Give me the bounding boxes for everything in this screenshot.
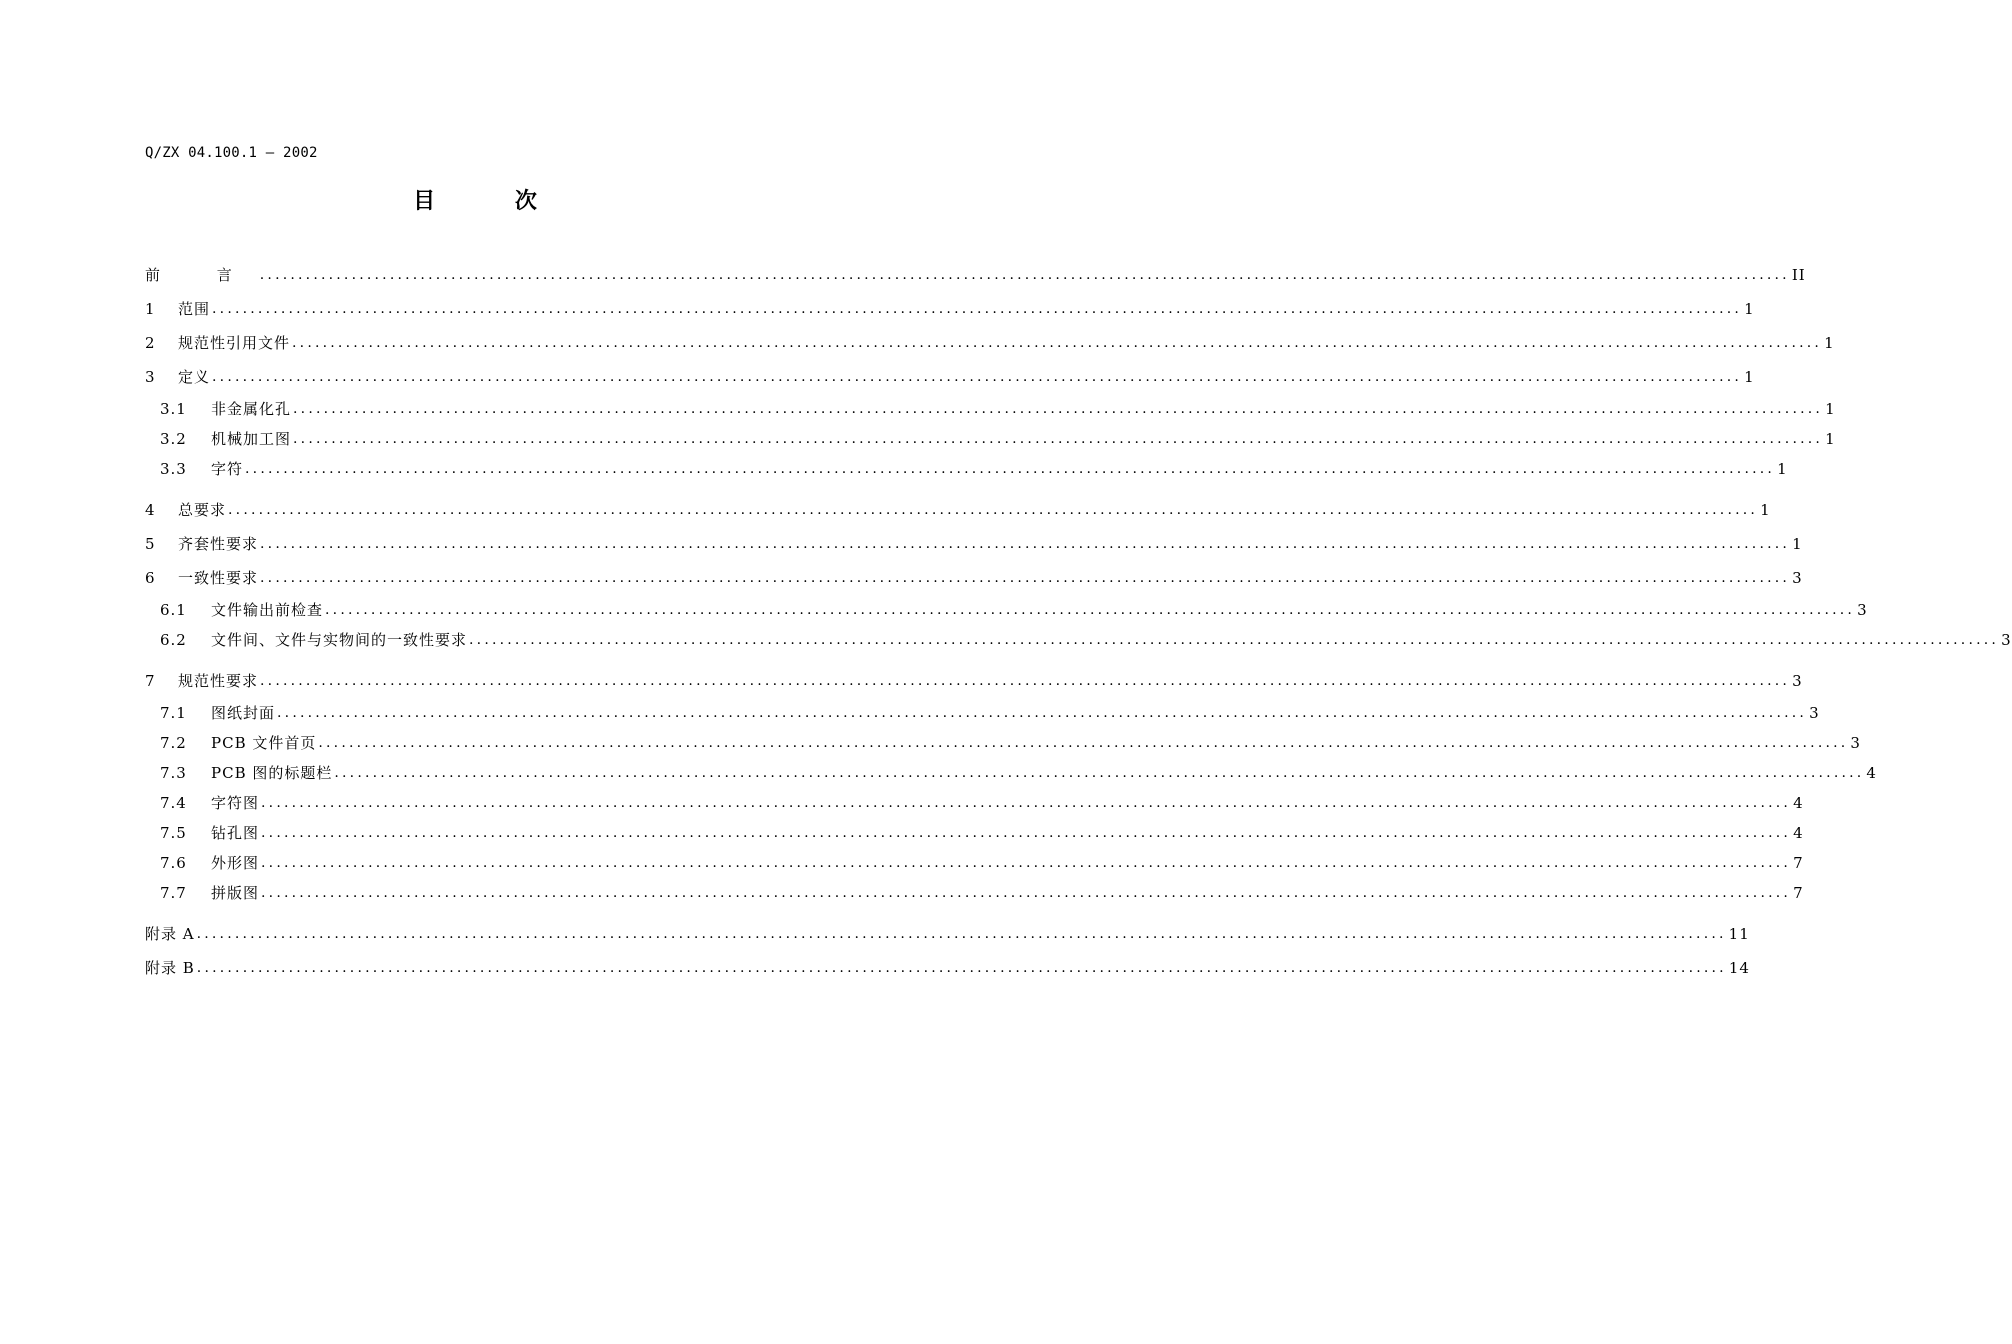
toc-entry[interactable]: [145, 595, 1868, 625]
toc-entry-title: 定义: [178, 368, 211, 386]
toc-entry-page-number: II: [1791, 266, 1806, 284]
toc-entry[interactable]: [145, 878, 1804, 908]
toc-entry-number: 3.1: [160, 400, 187, 418]
toc-entry-page-number: 3: [1792, 569, 1803, 587]
toc-entry-number: 7.1: [160, 704, 187, 722]
toc-entry[interactable]: [145, 292, 1755, 326]
toc-entry-title: 齐套性要求: [178, 535, 259, 553]
toc-entry[interactable]: [145, 728, 1861, 758]
dot-leader: ........................................................................................................................................................................................................: [469, 632, 2000, 648]
toc-entry-title: 字符: [211, 460, 244, 478]
toc-entry-page-number: 4: [1866, 764, 1877, 782]
toc-entry-page-number: 1: [1825, 430, 1836, 448]
dot-leader: ........................................................................................................................................................................................................: [212, 369, 1743, 385]
toc-entry[interactable]: [145, 917, 1750, 951]
toc-entry-number: 3.2: [160, 430, 187, 448]
dot-leader: ........................................................................................................................................................................................................: [245, 461, 1776, 477]
toc-entry-title: 文件间、文件与实物间的一致性要求: [211, 631, 468, 649]
toc-title: 目 次: [413, 189, 573, 214]
toc-entry-number: 6.2: [160, 631, 187, 649]
toc-entry-number: 3.3: [160, 460, 187, 478]
toc-entry-title: 机械加工图: [211, 430, 292, 448]
toc-entry-page-number: 1: [1744, 368, 1755, 386]
toc-entry-title: 图纸封面: [211, 704, 276, 722]
toc-entry[interactable]: [145, 454, 1788, 484]
toc-entry[interactable]: [145, 818, 1804, 848]
toc-entry[interactable]: [145, 493, 1771, 527]
toc-entry[interactable]: [145, 758, 1877, 788]
dot-leader: ........................................................................................................................................................................................................: [196, 926, 1727, 942]
toc-entry-page-number: 1: [1777, 460, 1788, 478]
dot-leader: ........................................................................................................................................................................................................: [261, 795, 1792, 811]
toc-entry[interactable]: [145, 848, 1804, 878]
dot-leader: ........................................................................................................................................................................................................: [318, 735, 1849, 751]
dot-leader: ........................................................................................................................................................................................................: [293, 431, 1824, 447]
dot-leader: ........................................................................................................................................................................................................: [261, 825, 1792, 841]
dot-leader: ........................................................................................................................................................................................................: [260, 570, 1791, 586]
toc-entry[interactable]: [145, 326, 1835, 360]
toc-entry[interactable]: [145, 698, 1820, 728]
toc-entry-page-number: 3: [1809, 704, 1820, 722]
toc-entry-page-number: 3: [1792, 672, 1803, 690]
toc-entry-title: 规范性引用文件: [178, 334, 291, 352]
toc-entry[interactable]: [145, 424, 1836, 454]
toc-entry[interactable]: [145, 788, 1804, 818]
toc-entry-page-number: 4: [1793, 824, 1804, 842]
toc-entry-number: 2: [145, 334, 156, 352]
toc-entry-title: 总要求: [178, 501, 227, 519]
toc-entry-number: 7.2: [160, 734, 187, 752]
toc-entry[interactable]: [145, 527, 1803, 561]
dot-leader: ........................................................................................................................................................................................................: [325, 602, 1856, 618]
dot-leader: ........................................................................................................................................................................................................: [228, 502, 1759, 518]
toc-entry-page-number: 7: [1793, 854, 1804, 872]
toc-entry-number: 6.1: [160, 601, 187, 619]
toc-entry-title: 非金属化孔: [211, 400, 292, 418]
dot-leader: ........................................................................................................................................................................................................: [293, 401, 1824, 417]
toc-entry-page-number: 1: [1744, 300, 1755, 318]
toc-entry-page-number: 11: [1728, 925, 1750, 943]
dot-leader: ........................................................................................................................................................................................................: [259, 267, 1790, 283]
dot-leader: ........................................................................................................................................................................................................: [260, 673, 1791, 689]
toc-entry-number: 7.5: [160, 824, 187, 842]
toc-entry-title: 字符图: [211, 794, 260, 812]
toc-entry-page-number: 1: [1792, 535, 1803, 553]
dot-leader: ........................................................................................................................................................................................................: [261, 885, 1792, 901]
toc-entry[interactable]: [145, 625, 2012, 655]
toc-entry-number: 5: [145, 535, 156, 553]
dot-leader: ........................................................................................................................................................................................................: [292, 335, 1823, 351]
toc-entry-page-number: 1: [1825, 400, 1836, 418]
toc-entry-page-number: 1: [1824, 334, 1835, 352]
toc-entry-title: 范围: [178, 300, 211, 318]
dot-leader: ........................................................................................................................................................................................................: [334, 765, 1865, 781]
toc-entry-title: 文件输出前检查: [211, 601, 324, 619]
toc-entry-title: PCB 图的标题栏: [211, 764, 333, 782]
toc-entry-page-number: 7: [1793, 884, 1804, 902]
toc-entry-page-number: 14: [1728, 959, 1750, 977]
toc-entry-number: 1: [145, 300, 156, 318]
toc-entry-title: 钻孔图: [211, 824, 260, 842]
toc-entry[interactable]: [145, 394, 1836, 424]
dot-leader: ........................................................................................................................................................................................................: [277, 705, 1808, 721]
dot-leader: ........................................................................................................................................................................................................: [260, 536, 1791, 552]
toc-entry-title: 附录 A: [145, 925, 195, 943]
toc-entry-number: 7.4: [160, 794, 187, 812]
toc-entry[interactable]: [145, 360, 1755, 394]
toc-entry-title: 拼版图: [211, 884, 260, 902]
toc-entry[interactable]: [145, 561, 1803, 595]
toc-entry-number: 7.6: [160, 854, 187, 872]
toc-entry-page-number: 3: [2001, 631, 2012, 649]
toc-entry-title: PCB 文件首页: [211, 734, 317, 752]
toc-entry-title: 外形图: [211, 854, 260, 872]
document-code: Q/ZX 04.100.1 – 2002: [145, 145, 318, 161]
toc-entry[interactable]: [145, 951, 1750, 985]
toc-entry-page-number: 4: [1793, 794, 1804, 812]
toc-entry-title: 规范性要求: [178, 672, 259, 690]
toc-entry-number: 7.7: [160, 884, 187, 902]
dot-leader: ........................................................................................................................................................................................................: [261, 855, 1792, 871]
dot-leader: ........................................................................................................................................................................................................: [212, 301, 1743, 317]
toc-entry-page-number: 1: [1760, 501, 1771, 519]
toc-entry[interactable]: [145, 664, 1803, 698]
toc-entry-number: 7.3: [160, 764, 187, 782]
dot-leader: ........................................................................................................................................................................................................: [196, 960, 1727, 976]
toc-entry-number: 6: [145, 569, 156, 587]
table-of-contents: [145, 258, 2012, 985]
toc-entry-number: 7: [145, 672, 156, 690]
toc-entry-title: 附录 B: [145, 959, 195, 977]
toc-entry-title: 一致性要求: [178, 569, 259, 587]
toc-entry-title: 前 言: [145, 266, 258, 284]
toc-entry-number: 4: [145, 501, 156, 519]
toc-entry-page-number: 3: [1850, 734, 1861, 752]
toc-entry-page-number: 3: [1857, 601, 1868, 619]
toc-entry-number: 3: [145, 368, 156, 386]
toc-entry[interactable]: [145, 258, 1806, 292]
